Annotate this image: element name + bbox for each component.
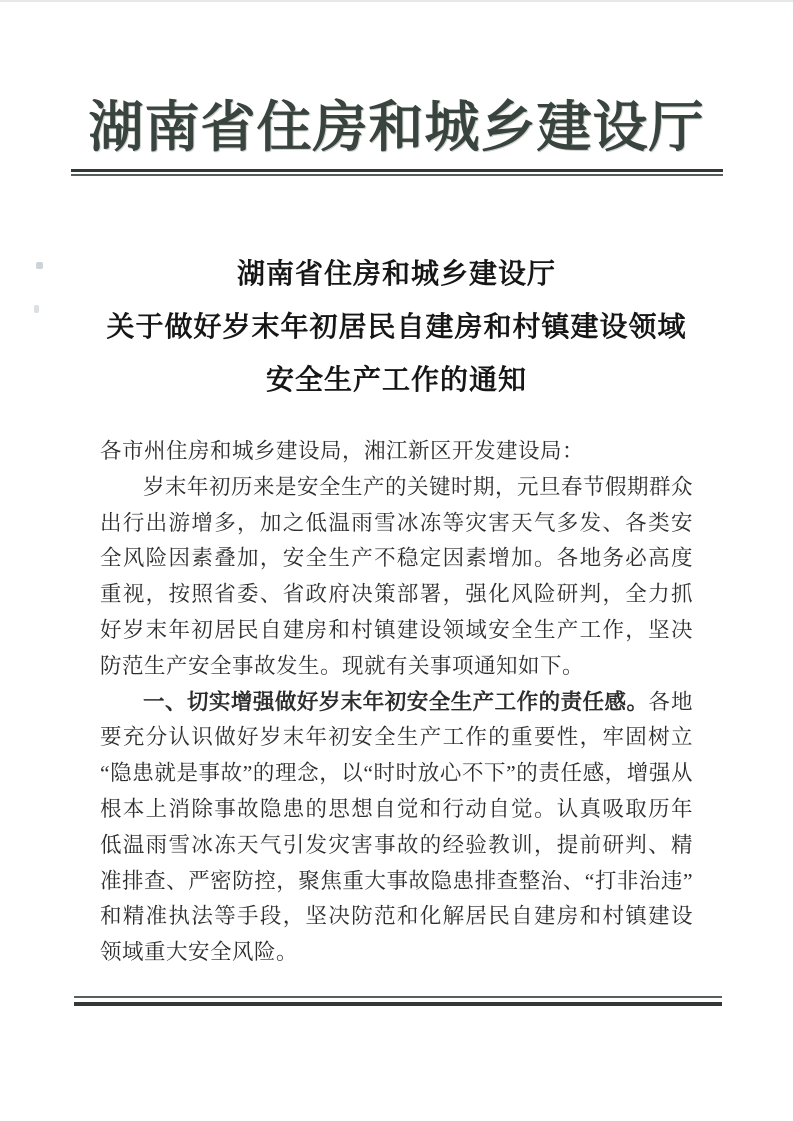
document-title-line-2: 关于做好岁末年初居民自建房和村镇建设领域 — [106, 312, 687, 343]
paragraph-section-1-text: 各地要充分认识做好岁末年初安全生产工作的重要性，牢固树立“隐患就是事故”的理念，以“时时放心不下”的责任感，增强从根本上消除事故隐患的思想自觉和行动自觉。认真吸取历年低温雨雪冰冻天气引发灾害事故的经验教训，提前研判、精准排查、严密防控，聚焦重大事故隐患排查整治、“打非治违”和精准执法等手段，坚决防范和化解居民自建房和村镇建设领域重大安全风险。 — [100, 689, 693, 965]
paragraph-intro: 岁末年初历来是安全生产的关键时期，元旦春节假期群众出行出游增多，加之低温雨雪冰冻等灾害天气多发、各类安全风险因素叠加，安全生产不稳定因素增加。各地务必高度重视，按照省委、省政府决策部署，强化风险研判，全力抓好岁末年初居民自建房和村镇建设领域安全生产工作，坚决防范生产安全事故发生。现就有关事项通知如下。 — [100, 474, 694, 678]
paragraph-section-1-heading: 一、切实增强做好岁末年初安全生产工作的责任感。 — [143, 689, 649, 714]
letterhead-agency-name: 湖南省住房和城乡建设厅 — [88, 97, 705, 158]
footer-rule — [74, 996, 722, 1006]
document-body — [100, 434, 693, 971]
salutation-line: 各市州住房和城乡建设局，湘江新区开发建设局： — [100, 439, 585, 463]
letterhead — [0, 0, 793, 176]
document-title — [0, 248, 793, 407]
footer-rule-thick-line — [74, 1002, 722, 1006]
document-title-line-1: 湖南省住房和城乡建设厅 — [236, 259, 556, 290]
paragraph-section-1 — [100, 685, 693, 971]
letterhead-rule — [71, 169, 723, 176]
letterhead-rule-thin-line — [71, 174, 723, 176]
scan-speck — [36, 262, 43, 269]
document-title-line-3: 安全生产工作的通知 — [265, 365, 527, 396]
scan-speck — [34, 305, 39, 313]
